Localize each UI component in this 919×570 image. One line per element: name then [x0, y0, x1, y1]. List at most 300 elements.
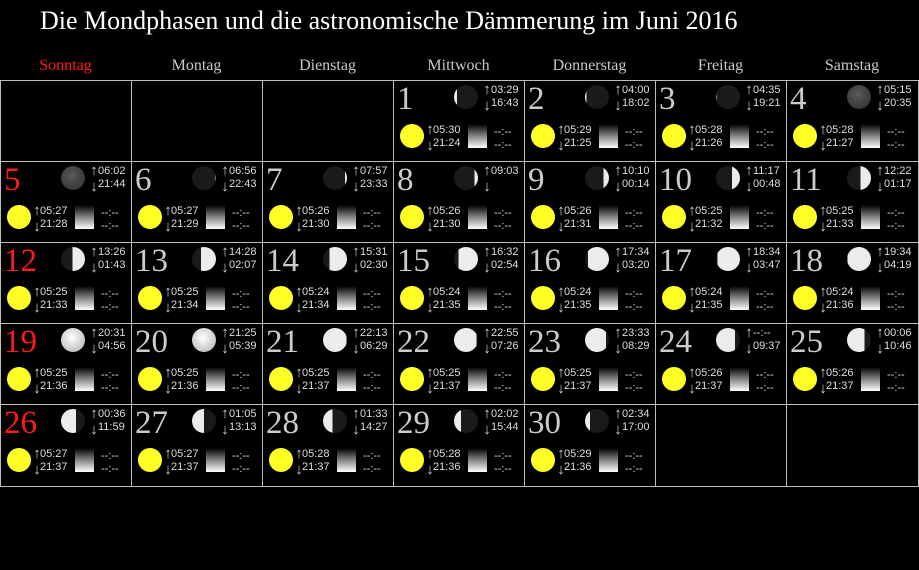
moonset-time: 21:44: [98, 178, 126, 190]
twilight-gradient-icon: [337, 205, 356, 229]
moonrise-time: 09:03: [491, 165, 519, 177]
day-cell-30: [524, 404, 656, 487]
moonrise-time: 15:31: [360, 246, 388, 258]
day-cell-28: [262, 404, 394, 487]
moon-rise-set-arrows-icon: ↑ ↓: [483, 244, 491, 276]
calendar-grid: [0, 80, 918, 486]
sunset-time: 21:36: [826, 299, 854, 311]
sun-icon: [269, 286, 293, 310]
moon-rise-set-arrows-icon: ↑ ↓: [876, 82, 884, 114]
sun-icon: [662, 205, 686, 229]
twilight-begin-time: --:--: [363, 207, 381, 219]
moon-phase-icon: [716, 85, 740, 109]
sunset-time: 21:33: [40, 299, 68, 311]
twilight-end-time: --:--: [494, 382, 512, 394]
sun-icon: [269, 448, 293, 472]
twilight-gradient-icon: [599, 124, 618, 148]
sunrise-time: 05:26: [826, 367, 854, 379]
sunset-time: 21:25: [564, 137, 592, 149]
moon-phase-icon: [585, 328, 609, 352]
twilight-end-time: --:--: [232, 382, 250, 394]
twilight-begin-time: --:--: [363, 450, 381, 462]
day-number: 30: [528, 405, 561, 441]
twilight-begin-time: --:--: [101, 369, 119, 381]
day-cell-19: [0, 323, 132, 405]
sunrise-time: 05:25: [302, 367, 330, 379]
moonrise-time: 06:02: [98, 165, 126, 177]
twilight-gradient-icon: [730, 286, 749, 310]
moonset-time: 09:37: [753, 340, 781, 352]
day-cell-24: [655, 323, 787, 405]
moon-phase-icon: [323, 166, 347, 190]
moonset-time: 10:46: [884, 340, 912, 352]
moon-rise-set-arrows-icon: ↑ ↓: [876, 325, 884, 357]
twilight-gradient-icon: [337, 448, 356, 472]
sun-rise-set-arrows-icon: ↑ ↓: [164, 203, 172, 235]
sun-rise-set-arrows-icon: ↑ ↓: [688, 365, 696, 397]
twilight-begin-time: --:--: [887, 126, 905, 138]
sunrise-time: 05:24: [826, 286, 854, 298]
sun-rise-set-arrows-icon: ↑ ↓: [557, 446, 565, 478]
sunset-time: 21:34: [171, 299, 199, 311]
sun-icon: [531, 286, 555, 310]
moonrise-time: 13:26: [98, 246, 126, 258]
sunrise-time: 05:25: [564, 367, 592, 379]
twilight-gradient-icon: [599, 448, 618, 472]
sun-icon: [138, 205, 162, 229]
weekday-montag: Montag: [171, 57, 222, 74]
twilight-end-time: --:--: [101, 301, 119, 313]
sun-icon: [793, 124, 817, 148]
twilight-gradient-icon: [468, 367, 487, 391]
sunrise-time: 05:26: [433, 205, 461, 217]
empty-day-cell: [131, 80, 263, 162]
twilight-gradient-icon: [75, 286, 94, 310]
sunset-time: 21:37: [302, 461, 330, 473]
moon-phase-icon: [192, 328, 216, 352]
sun-rise-set-arrows-icon: ↑ ↓: [819, 365, 827, 397]
twilight-gradient-icon: [337, 367, 356, 391]
twilight-gradient-icon: [468, 205, 487, 229]
moon-phase-icon: [192, 409, 216, 433]
day-cell-25: [786, 323, 919, 405]
moonset-time: 16:43: [491, 97, 519, 109]
sunrise-time: 05:29: [564, 124, 592, 136]
sun-rise-set-arrows-icon: ↑ ↓: [426, 284, 434, 316]
sunset-time: 21:36: [40, 380, 68, 392]
moonset-time: 02:54: [491, 259, 519, 271]
day-number: 24: [659, 324, 692, 360]
day-cell-29: [393, 404, 525, 487]
moon-phase-icon: [61, 166, 85, 190]
sun-icon: [138, 286, 162, 310]
sunrise-time: 05:26: [695, 367, 723, 379]
weekday-samstag: Samstag: [824, 57, 880, 74]
day-number: 4: [790, 81, 807, 117]
sunrise-time: 05:25: [40, 286, 68, 298]
sun-rise-set-arrows-icon: ↑ ↓: [164, 365, 172, 397]
moon-rise-set-arrows-icon: ↑ ↓: [90, 406, 98, 438]
moon-rise-set-arrows-icon: ↑ ↓: [614, 244, 622, 276]
twilight-begin-time: --:--: [232, 450, 250, 462]
moonset-time: 23:33: [360, 178, 388, 190]
day-cell-5: [0, 161, 132, 243]
sun-rise-set-arrows-icon: ↑ ↓: [33, 446, 41, 478]
sun-rise-set-arrows-icon: ↑ ↓: [295, 284, 303, 316]
twilight-gradient-icon: [468, 124, 487, 148]
moon-rise-set-arrows-icon: ↑ ↓: [483, 406, 491, 438]
twilight-begin-time: --:--: [756, 369, 774, 381]
day-cell-14: [262, 242, 394, 324]
sunset-time: 21:32: [695, 218, 723, 230]
twilight-end-time: --:--: [494, 139, 512, 151]
twilight-gradient-icon: [75, 367, 94, 391]
day-number: 17: [659, 243, 692, 279]
sunrise-time: 05:27: [171, 448, 199, 460]
weekday-mittwoch: Mittwoch: [427, 57, 490, 74]
sun-icon: [7, 205, 31, 229]
twilight-begin-time: --:--: [494, 207, 512, 219]
twilight-gradient-icon: [468, 286, 487, 310]
twilight-end-time: --:--: [756, 220, 774, 232]
sunrise-time: 05:24: [302, 286, 330, 298]
sun-rise-set-arrows-icon: ↑ ↓: [688, 122, 696, 154]
sun-icon: [7, 448, 31, 472]
day-cell-27: [131, 404, 263, 487]
twilight-end-time: --:--: [887, 139, 905, 151]
sun-icon: [531, 448, 555, 472]
moonset-time: 11:59: [98, 421, 125, 433]
sun-rise-set-arrows-icon: ↑ ↓: [295, 446, 303, 478]
moonset-time: 17:00: [622, 421, 650, 433]
sunrise-time: 05:27: [40, 448, 68, 460]
twilight-gradient-icon: [206, 448, 225, 472]
twilight-end-time: --:--: [101, 463, 119, 475]
day-cell-9: [524, 161, 656, 243]
weekday-header: [0, 57, 919, 79]
sun-icon: [531, 205, 555, 229]
twilight-begin-time: --:--: [494, 450, 512, 462]
moon-phase-icon: [585, 166, 609, 190]
sun-icon: [662, 367, 686, 391]
sun-icon: [531, 124, 555, 148]
moonrise-time: 01:05: [229, 408, 257, 420]
moon-rise-set-arrows-icon: ↑ ↓: [745, 82, 753, 114]
twilight-end-time: --:--: [232, 301, 250, 313]
moonset-time: 20:35: [884, 97, 912, 109]
twilight-begin-time: --:--: [756, 288, 774, 300]
sun-rise-set-arrows-icon: ↑ ↓: [164, 284, 172, 316]
moonset-time: 14:27: [360, 421, 388, 433]
sun-icon: [269, 367, 293, 391]
sun-icon: [400, 286, 424, 310]
sun-icon: [138, 367, 162, 391]
moon-rise-set-arrows-icon: ↑ ↓: [614, 325, 622, 357]
twilight-end-time: --:--: [625, 301, 643, 313]
sun-rise-set-arrows-icon: ↑ ↓: [164, 446, 172, 478]
sunset-time: 21:33: [826, 218, 854, 230]
sunset-time: 21:30: [302, 218, 330, 230]
day-cell-20: [131, 323, 263, 405]
twilight-begin-time: --:--: [887, 288, 905, 300]
sunrise-time: 05:25: [40, 367, 68, 379]
twilight-begin-time: --:--: [363, 369, 381, 381]
sunrise-time: 05:28: [826, 124, 854, 136]
sunset-time: 21:37: [564, 380, 592, 392]
moonset-time: 08:29: [622, 340, 650, 352]
moon-rise-set-arrows-icon: ↑ ↓: [614, 406, 622, 438]
moonrise-time: 16:32: [491, 246, 519, 258]
twilight-gradient-icon: [599, 286, 618, 310]
day-cell-13: [131, 242, 263, 324]
twilight-gradient-icon: [206, 367, 225, 391]
moon-rise-set-arrows-icon: ↑ ↓: [352, 406, 360, 438]
moonrise-time: 00:06: [884, 327, 912, 339]
sunset-time: 21:35: [433, 299, 461, 311]
twilight-begin-time: --:--: [363, 288, 381, 300]
day-cell-26: [0, 404, 132, 487]
twilight-end-time: --:--: [494, 301, 512, 313]
day-cell-1: [393, 80, 525, 162]
empty-day-cell: [655, 404, 787, 487]
day-number: 9: [528, 162, 545, 198]
moon-phase-icon: [716, 166, 740, 190]
sun-icon: [7, 286, 31, 310]
day-number: 25: [790, 324, 823, 360]
moonrise-time: 22:55: [491, 327, 519, 339]
day-cell-12: [0, 242, 132, 324]
moon-phase-icon: [454, 409, 478, 433]
moon-rise-set-arrows-icon: ↑ ↓: [221, 244, 229, 276]
moonset-time: 05:39: [229, 340, 257, 352]
twilight-end-time: --:--: [625, 220, 643, 232]
twilight-end-time: --:--: [363, 301, 381, 313]
twilight-begin-time: --:--: [232, 369, 250, 381]
twilight-end-time: --:--: [363, 382, 381, 394]
moon-phase-icon: [454, 85, 478, 109]
day-number: 21: [266, 324, 299, 360]
empty-day-cell: [0, 80, 132, 162]
twilight-end-time: --:--: [625, 382, 643, 394]
moon-phase-icon: [454, 166, 478, 190]
moon-phase-icon: [716, 247, 740, 271]
moon-rise-set-arrows-icon: ↑ ↓: [876, 244, 884, 276]
moonset-time: 06:29: [360, 340, 388, 352]
twilight-gradient-icon: [337, 286, 356, 310]
moonset-time: 19:21: [753, 97, 781, 109]
twilight-end-time: --:--: [494, 463, 512, 475]
twilight-gradient-icon: [730, 367, 749, 391]
moon-rise-set-arrows-icon: ↑ ↓: [483, 325, 491, 357]
moon-rise-set-arrows-icon: ↑ ↓: [352, 163, 360, 195]
twilight-begin-time: --:--: [232, 288, 250, 300]
moonrise-time: 22:13: [360, 327, 388, 339]
day-cell-23: [524, 323, 656, 405]
moon-rise-set-arrows-icon: ↑ ↓: [90, 325, 98, 357]
sunset-time: 21:29: [171, 218, 199, 230]
twilight-end-time: --:--: [887, 301, 905, 313]
sunrise-time: 05:25: [433, 367, 461, 379]
moonset-time: 02:07: [229, 259, 257, 271]
day-number: 18: [790, 243, 823, 279]
sun-rise-set-arrows-icon: ↑ ↓: [557, 122, 565, 154]
sunrise-time: 05:28: [433, 448, 461, 460]
moonrise-time: 02:34: [622, 408, 650, 420]
moonrise-time: 04:35: [753, 84, 781, 96]
twilight-gradient-icon: [75, 448, 94, 472]
moon-phase-icon: [61, 328, 85, 352]
sun-icon: [400, 205, 424, 229]
moon-phase-icon: [454, 247, 478, 271]
twilight-begin-time: --:--: [625, 369, 643, 381]
sun-rise-set-arrows-icon: ↑ ↓: [426, 365, 434, 397]
day-number: 11: [790, 162, 822, 198]
page-title: Die Mondphasen und die astronomische Dämmerung im Juni 2016: [40, 6, 738, 35]
sunset-time: 21:26: [695, 137, 723, 149]
sun-rise-set-arrows-icon: ↑ ↓: [33, 284, 41, 316]
moon-phase-icon: [192, 247, 216, 271]
sun-rise-set-arrows-icon: ↑ ↓: [426, 446, 434, 478]
moonrise-time: --:--: [753, 327, 771, 339]
sunrise-time: 05:29: [564, 448, 592, 460]
moonrise-time: 00:36: [98, 408, 126, 420]
twilight-end-time: --:--: [625, 463, 643, 475]
moon-rise-set-arrows-icon: ↑ ↓: [221, 325, 229, 357]
twilight-begin-time: --:--: [494, 288, 512, 300]
sun-rise-set-arrows-icon: ↑ ↓: [688, 203, 696, 235]
day-number: 23: [528, 324, 561, 360]
sun-rise-set-arrows-icon: ↑ ↓: [426, 203, 434, 235]
day-cell-6: [131, 161, 263, 243]
moon-rise-set-arrows-icon: ↑ ↓: [614, 163, 622, 195]
moon-rise-set-arrows-icon: ↑ ↓: [90, 163, 98, 195]
moon-phase-icon: [847, 166, 871, 190]
sun-icon: [138, 448, 162, 472]
sun-rise-set-arrows-icon: ↑ ↓: [819, 284, 827, 316]
moon-rise-set-arrows-icon: ↑ ↓: [352, 244, 360, 276]
twilight-begin-time: --:--: [101, 288, 119, 300]
moon-rise-set-arrows-icon: ↑ ↓: [614, 82, 622, 114]
moon-rise-set-arrows-icon: ↑ ↓: [483, 82, 491, 114]
sun-rise-set-arrows-icon: ↑ ↓: [426, 122, 434, 154]
moon-phase-icon: [192, 166, 216, 190]
sun-rise-set-arrows-icon: ↑ ↓: [295, 203, 303, 235]
twilight-end-time: --:--: [625, 139, 643, 151]
moonrise-time: 01:33: [360, 408, 388, 420]
moon-rise-set-arrows-icon: ↑ ↓: [221, 163, 229, 195]
sunrise-time: 05:26: [302, 205, 330, 217]
weekday-sonntag: Sonntag: [39, 57, 92, 74]
sunset-time: 21:28: [40, 218, 68, 230]
sunrise-time: 05:26: [564, 205, 592, 217]
moon-rise-set-arrows-icon: ↑ ↓: [745, 163, 753, 195]
moonrise-time: 10:10: [622, 165, 650, 177]
day-number: 22: [397, 324, 430, 360]
moonset-time: 15:44: [491, 421, 519, 433]
moonset-time: 07:26: [491, 340, 519, 352]
moon-phase-icon: [61, 247, 85, 271]
day-number: 15: [397, 243, 430, 279]
twilight-begin-time: --:--: [887, 207, 905, 219]
weekday-freitag: Freitag: [697, 57, 744, 74]
sunset-time: 21:36: [433, 461, 461, 473]
day-number: 1: [397, 81, 414, 117]
twilight-end-time: --:--: [232, 220, 250, 232]
sun-icon: [269, 205, 293, 229]
twilight-gradient-icon: [599, 205, 618, 229]
sun-icon: [662, 286, 686, 310]
sunset-time: 21:37: [695, 380, 723, 392]
moonrise-time: 14:28: [229, 246, 257, 258]
moon-rise-set-arrows-icon: ↑ ↓: [90, 244, 98, 276]
day-cell-15: [393, 242, 525, 324]
moon-rise-set-arrows-icon: ↑ ↓: [221, 406, 229, 438]
moon-phase-icon: [847, 85, 871, 109]
day-number: 6: [135, 162, 152, 198]
sunset-time: 21:35: [564, 299, 592, 311]
moon-rise-set-arrows-icon: ↑ ↓: [876, 163, 884, 195]
sunrise-time: 05:27: [40, 205, 68, 217]
sun-rise-set-arrows-icon: ↑ ↓: [557, 203, 565, 235]
day-number: 26: [4, 405, 37, 441]
twilight-begin-time: --:--: [756, 126, 774, 138]
sun-rise-set-arrows-icon: ↑ ↓: [688, 284, 696, 316]
day-cell-2: [524, 80, 656, 162]
moonrise-time: 23:33: [622, 327, 650, 339]
sun-icon: [7, 367, 31, 391]
sunrise-time: 05:25: [171, 286, 199, 298]
twilight-gradient-icon: [75, 205, 94, 229]
twilight-begin-time: --:--: [625, 450, 643, 462]
twilight-gradient-icon: [730, 205, 749, 229]
sunrise-time: 05:27: [171, 205, 199, 217]
moonset-time: 02:30: [360, 259, 388, 271]
moon-phase-icon: [847, 247, 871, 271]
twilight-gradient-icon: [861, 286, 880, 310]
sunset-time: 21:35: [695, 299, 723, 311]
moonrise-time: 20:31: [98, 327, 126, 339]
sun-rise-set-arrows-icon: ↑ ↓: [819, 122, 827, 154]
sunrise-time: 05:24: [695, 286, 723, 298]
day-cell-18: [786, 242, 919, 324]
day-cell-10: [655, 161, 787, 243]
sun-icon: [662, 124, 686, 148]
twilight-gradient-icon: [468, 448, 487, 472]
day-cell-21: [262, 323, 394, 405]
day-number: 28: [266, 405, 299, 441]
day-number: 29: [397, 405, 430, 441]
moon-phase-icon: [323, 247, 347, 271]
day-number: 8: [397, 162, 414, 198]
day-cell-8: [393, 161, 525, 243]
sunrise-time: 05:24: [433, 286, 461, 298]
twilight-begin-time: --:--: [494, 126, 512, 138]
twilight-gradient-icon: [861, 124, 880, 148]
twilight-begin-time: --:--: [887, 369, 905, 381]
moonset-time: 01:17: [884, 178, 912, 190]
twilight-end-time: --:--: [756, 301, 774, 313]
moon-phase-icon: [847, 328, 871, 352]
day-cell-3: [655, 80, 787, 162]
sunrise-time: 05:28: [302, 448, 330, 460]
moonset-time: 22:43: [229, 178, 257, 190]
sunset-time: 21:37: [826, 380, 854, 392]
twilight-end-time: --:--: [887, 382, 905, 394]
moonset-time: 04:19: [884, 259, 912, 271]
twilight-gradient-icon: [861, 367, 880, 391]
twilight-begin-time: --:--: [232, 207, 250, 219]
sunset-time: 21:27: [826, 137, 854, 149]
